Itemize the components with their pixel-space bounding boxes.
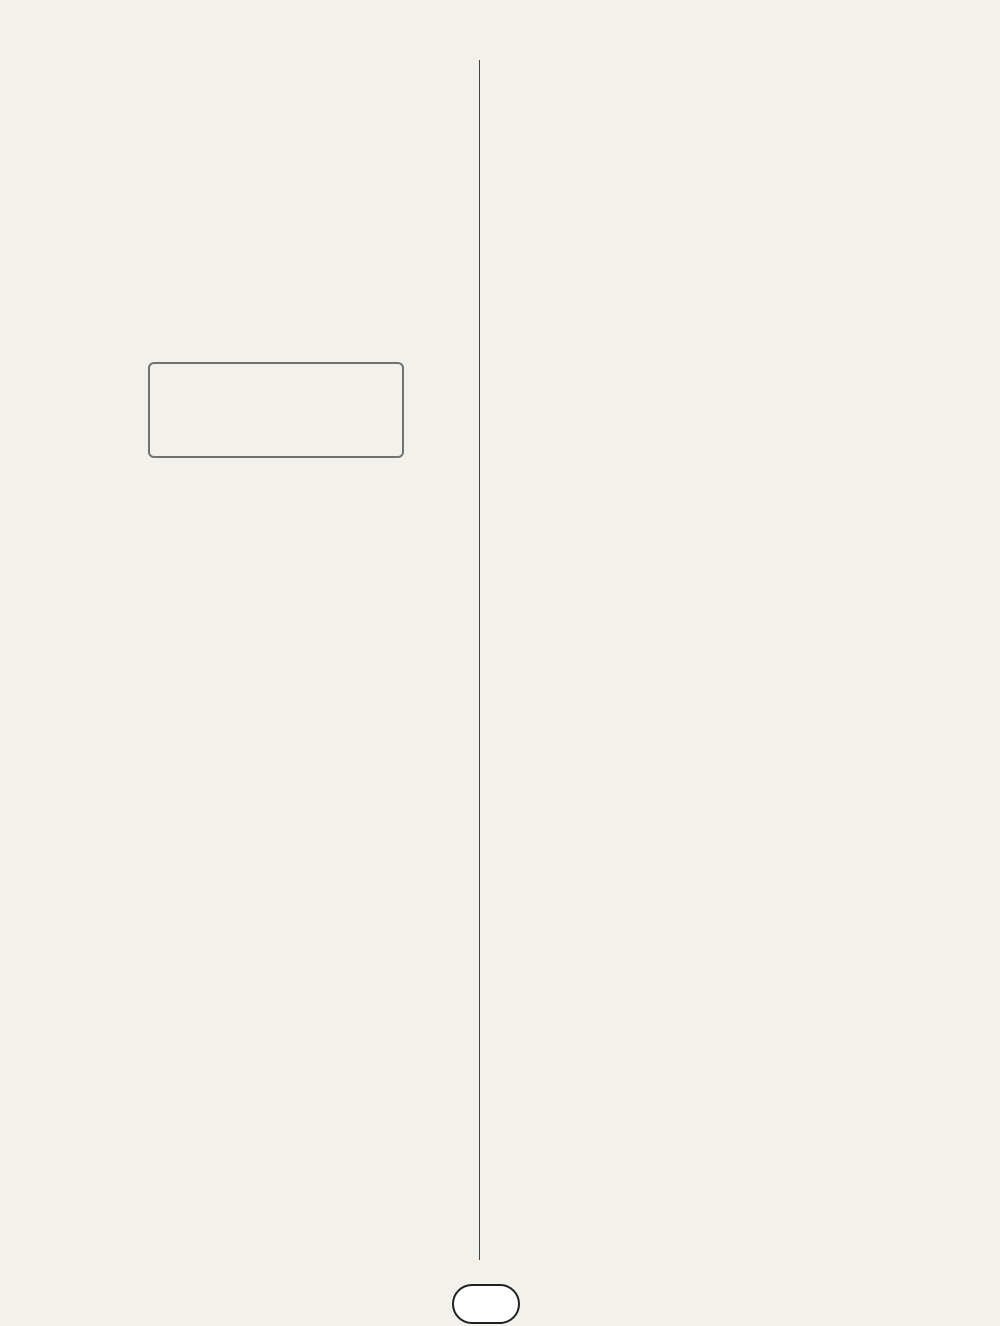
ink-stamp <box>148 362 404 458</box>
page-number <box>452 1284 520 1324</box>
column-divider <box>479 60 480 1260</box>
right-column <box>492 60 972 62</box>
